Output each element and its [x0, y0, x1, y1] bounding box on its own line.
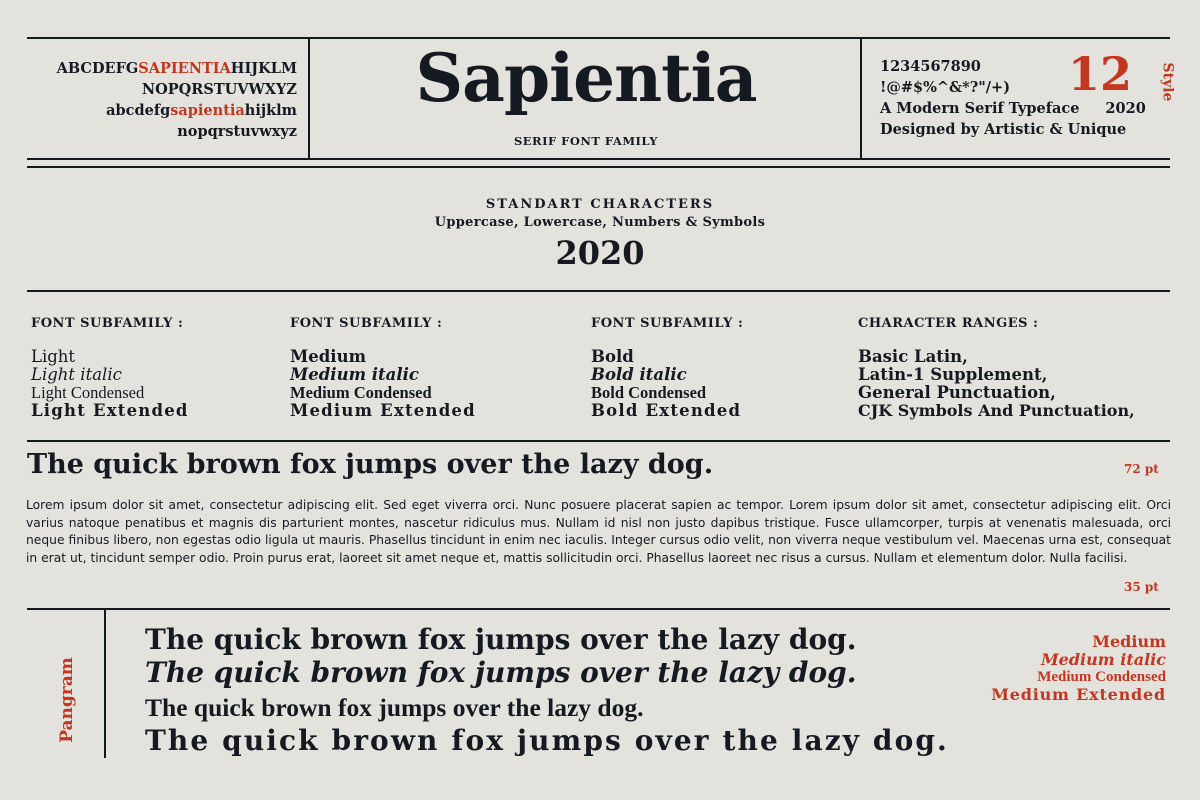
pangram-line: The quick brown fox jumps over the lazy dog. — [145, 724, 949, 757]
column-heading: FONT SUBFAMILY : — [591, 316, 744, 331]
size-label-small: 35 pt — [1124, 580, 1159, 594]
alphabet-text: nopqrstuvwxyz — [177, 123, 297, 140]
range-item: General Punctuation, — [858, 383, 1056, 402]
header-bottom-rule-2 — [27, 166, 1170, 168]
style-item: Bold Extended — [591, 401, 742, 420]
alphabet-row — [25, 121, 297, 142]
legend-item: Medium Condensed — [1037, 669, 1166, 685]
logo-subtitle: SERIF FONT FAMILY — [513, 134, 658, 148]
style-item: Bold — [591, 347, 634, 366]
pangram-label: Pangram — [57, 657, 77, 743]
style-item: Bold Condensed — [591, 383, 707, 402]
subfamily-column-bold — [591, 316, 743, 420]
style-item: Medium — [290, 347, 367, 366]
alphabet-row — [25, 58, 297, 79]
style-item: Light Extended — [31, 401, 189, 420]
symbols-sample: !@#$%^&*?"/+) — [880, 79, 1011, 96]
characters-year: 2020 — [555, 234, 645, 272]
pangram-line: The quick brown fox jumps over the lazy dog. — [145, 656, 857, 689]
style-item: Medium Extended — [290, 401, 476, 420]
pangram-divider — [104, 610, 106, 758]
tagline — [880, 98, 1146, 119]
column-heading: FONT SUBFAMILY : — [290, 316, 443, 331]
alphabet-row — [25, 100, 297, 121]
header-divider-left — [308, 37, 310, 158]
legend-item: Medium italic — [1040, 650, 1166, 669]
alphabet-text: hijklm — [244, 102, 297, 119]
legend-item: Medium Extended — [991, 685, 1166, 704]
header-bottom-rule — [27, 158, 1170, 160]
font-logo: Sapientia — [415, 39, 757, 117]
alphabet-row — [25, 79, 297, 100]
style-item: Medium italic — [290, 365, 419, 384]
characters-title: STANDART CHARACTERS — [485, 197, 715, 212]
pangram-style-legend — [991, 633, 1166, 704]
pangram-line: The quick brown fox jumps over the lazy dog. — [145, 623, 857, 656]
alphabet-text: ABCDEFG — [56, 60, 139, 77]
alphabet-block — [25, 58, 297, 142]
style-item: Bold italic — [591, 365, 687, 384]
section-rule — [27, 608, 1170, 610]
style-item: Medium Condensed — [290, 383, 432, 402]
range-item: CJK Symbols And Punctuation, — [858, 401, 1135, 420]
subfamily-column-light — [31, 316, 189, 420]
subfamily-column-medium — [290, 316, 476, 420]
style-item: Light Condensed — [31, 383, 145, 402]
column-heading: FONT SUBFAMILY : — [31, 316, 184, 331]
style-count: 12 — [1068, 47, 1133, 101]
tagline-year: 2020 — [1105, 100, 1146, 117]
numbers-sample: 1234567890 — [880, 58, 981, 75]
section-rule — [27, 440, 1170, 442]
characters-subtitle: Uppercase, Lowercase, Numbers & Symbols — [434, 215, 766, 230]
section-rule — [27, 290, 1170, 292]
designer-credit: Designed by Artistic & Unique — [880, 121, 1127, 138]
tagline-text: A Modern Serif Typeface — [880, 100, 1080, 117]
pangram-large: The quick brown fox jumps over the lazy dog. — [27, 449, 714, 480]
style-label: Style — [1159, 62, 1176, 102]
alphabet-text: abcdefg — [106, 102, 171, 119]
alphabet-text: HIJKLM — [230, 60, 297, 77]
range-item: Latin-1 Supplement, — [858, 365, 1048, 384]
range-item: Basic Latin, — [858, 347, 968, 366]
alphabet-text: NOPQRSTUVWXYZ — [141, 81, 297, 98]
header-divider-right — [860, 37, 862, 158]
lorem-paragraph: Lorem ipsum dolor sit amet, consectetur adipiscing elit. Sed eget viverra orci. Nunc posuere placerat sapien ac tempor. Lorem ipsum dolor sit amet, consectetur adipiscing elit. Orci varius natoque penatibus et magnis dis parturient montes, nascetur ridiculus mus. Nullam id nisl non justo dapibus tristique. Fusce ullamcorper, turpis at venenatis malesuada, orci neque finibus libero, non egestas odio ligula ut mauris. Phasellus tincidunt in enim nec iaculis. Integer cursus odio velit, non viverra neque vestibulum vel. Maecenas urna est, consequat in erat ut, tincidunt semper odio. Proin purus erat, laoreet sit amet neque et, mattis sollicitudin orci. Phasellus laoreet nec risus a cursus. Nullam et elementum dolor. Nulla facilisi. — [26, 498, 1171, 565]
column-heading: CHARACTER RANGES : — [858, 316, 1039, 331]
alphabet-highlight: SAPIENTIA — [138, 60, 231, 77]
pangram-line: The quick brown fox jumps over the lazy dog. — [145, 693, 644, 722]
character-ranges-column — [858, 316, 1135, 420]
alphabet-highlight: sapientia — [170, 102, 245, 119]
style-item: Light — [31, 347, 76, 366]
legend-item: Medium — [1092, 632, 1166, 651]
style-item: Light italic — [31, 365, 122, 384]
size-label-large: 72 pt — [1124, 462, 1159, 476]
